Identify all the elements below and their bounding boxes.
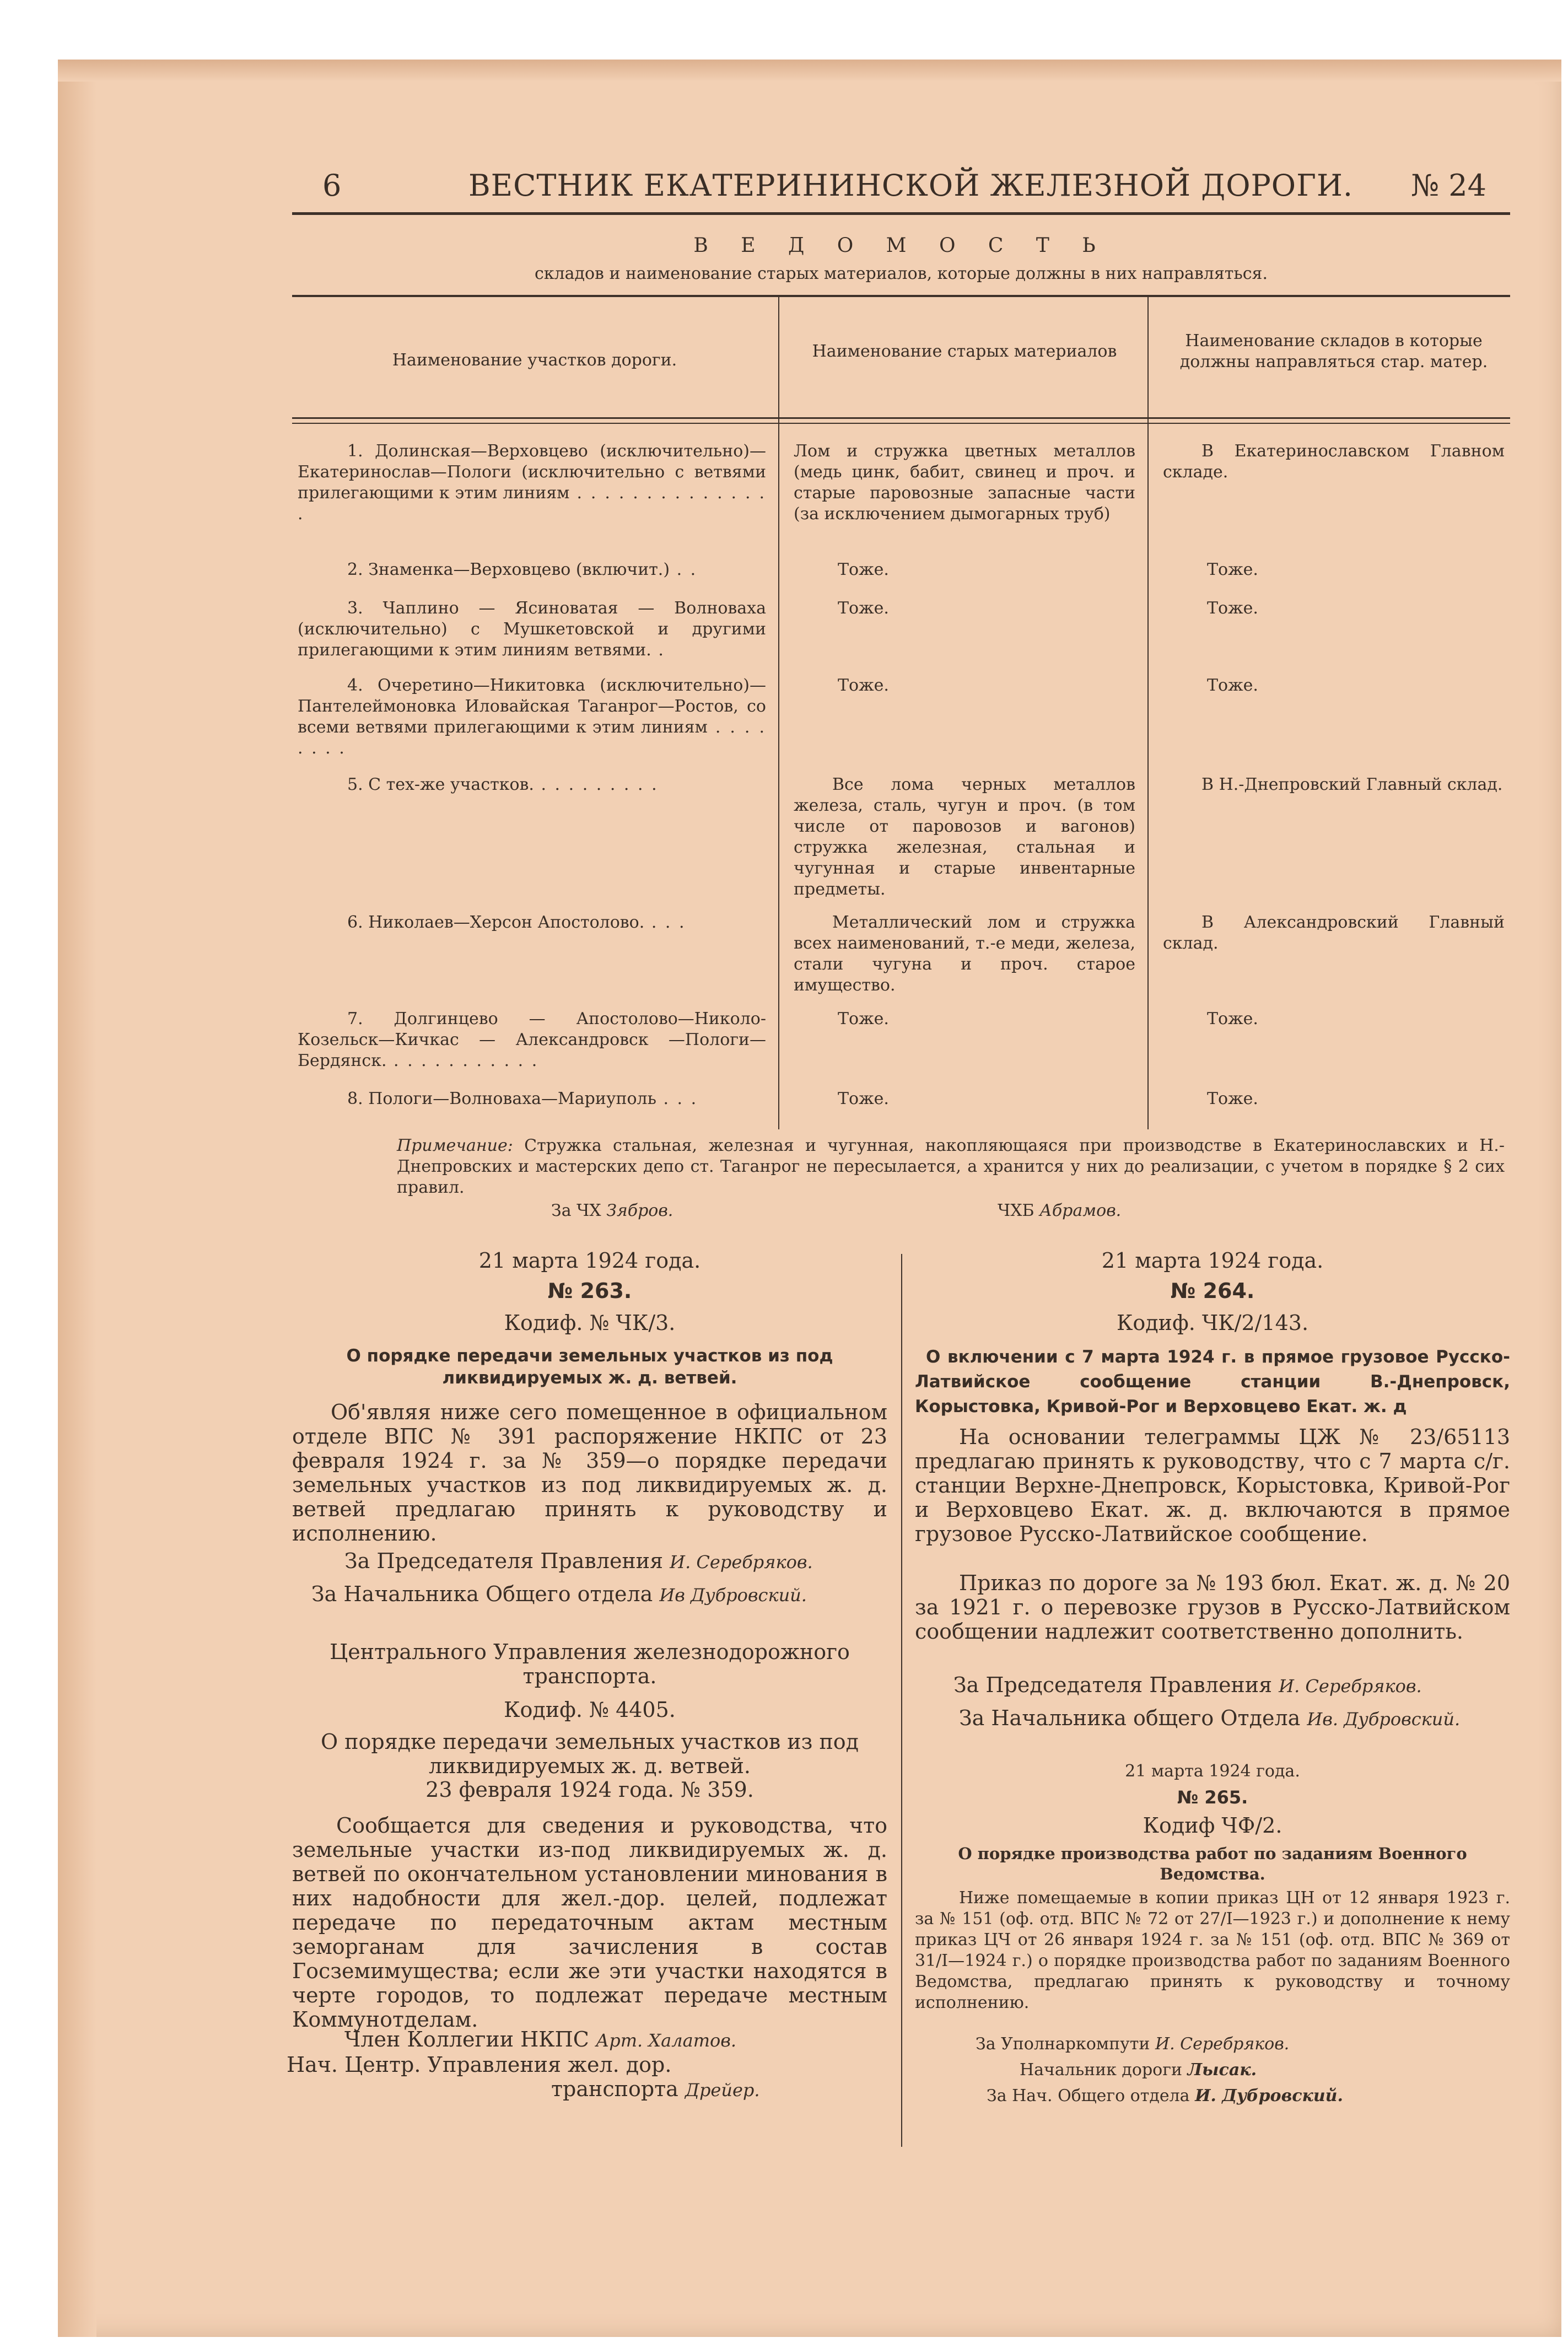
table-header-rule-1 (292, 417, 1510, 419)
table-row-5-material: Все лома черных металлов железа, сталь, чугун и проч. (в том числе от паровозов и вагонов) стружка железная, стальная и чугунная и старые инвентарные предметы. (794, 775, 1135, 899)
note-text: Стружка стальная, железная и чугунная, накопляющаяся при производстве в Екатеринославских и Н.-Днепровских и мастерских депо ст. Таганрог не пересылается, а хранится у них до реализации, с учетом в порядке § 2 сих правил. (397, 1136, 1505, 1197)
row-4-section-text: 4. Очеретино—Никитовка (исключительно)—Пантелеймоновка Иловайская Таганрог—Ростов, со всеми ветвями прилегающими к этим линиям (298, 676, 766, 737)
table-row-6-section: 6. Николаев—Херсон Апостолово. . . . (347, 913, 686, 932)
table-row-7-section: 7. Долгинцево — Апостолово—Николо-Козельск—Кичкас — Александровск —Пологи—Бердянск. . . . . . . . . . . . (298, 1009, 766, 1070)
tsu-sig1-name: Арт. Халатов. (595, 2030, 737, 2051)
column-divider (901, 1254, 902, 2147)
table-row-5-section: 5. С тех-же участков. . . . . . . . . . (347, 775, 659, 794)
order-264-text-1: На основании телеграммы ЦЖ № 23/65113 предлагаю принять к руководству, что с 7 марта с/г. станции Верхне-Днепровск, Корыстовка, Кривой-Рог и Верховцево Екат. ж. д. включаются в прямое грузовое Русско-Латвийское сообщение. (915, 1425, 1510, 1546)
vedomost-signature-right (998, 1200, 1121, 1221)
sign-left-name: Зябров. (606, 1201, 673, 1220)
order-265-sig3-name: И. Дубровский. (1195, 2086, 1343, 2105)
header-rule (292, 212, 1510, 215)
row-1-section-text: 1. Долинская—Верховцево (исключительно)—Екатеринослав—Пологи (исключительно с ветвями прилегающими к этим линиям (298, 441, 766, 503)
table-header-rule-2 (292, 423, 1510, 424)
order-264-text-2: Приказ по дороге за № 193 бюл. Екат. ж. д. № 20 за 1921 г. о перевозке грузов в Русско-Латвийском сообщении надлежит соответственно дополнить. (915, 1571, 1510, 1644)
table-row-2-material: Тоже. (838, 560, 889, 579)
order-265-sig3-label: За Нач. Общего отдела (987, 2086, 1190, 2105)
vedomost-subtitle: складов и наименование старых материалов, которые должны в них направляться. (535, 264, 1268, 283)
page-number: 6 (322, 168, 342, 203)
order-263-sig2-name: Ив Дубровский. (659, 1585, 807, 1606)
table-row-8-material: Тоже. (838, 1089, 889, 1108)
order-264-number: № 264. (1170, 1279, 1255, 1303)
tsu-subject: О порядке передачи земельных участков из под ликвидируемых ж. д. ветвей. (320, 1730, 859, 1778)
order-263-text: Об'являя ниже сего помещенное в официальном отделе ВПС № 391 распоряжение НКПС от 23 февраля 1924 г. за № 359—о порядке передачи земельных участков из под ликвидируемых ж. д. ветвей предлагаю принять к руководству и исполнению. (292, 1400, 887, 1545)
table-row-4-material: Тоже. (838, 676, 889, 695)
order-265-sig2-name: Лысак. (1187, 2060, 1257, 2080)
order-265-sig1-label: За Уполнаркомпути (976, 2034, 1150, 2054)
order-263-sig1-label: За Председателя Правления (344, 1549, 664, 1573)
table-row-4-section: 4. Очеретино—Никитовка (исключительно)—Пантелеймоновка Иловайская Таганрог—Ростов, со всеми ветвями прилегающими к этим линиям . . . . . . . . (298, 676, 766, 758)
table-row-4-warehouse: Тоже. (1207, 676, 1258, 695)
table-row-3-material: Тоже. (838, 599, 889, 618)
order-264-signature-1 (953, 1673, 1422, 1698)
sign-right-label: ЧХБ (998, 1201, 1034, 1220)
table-row-2-section: 2. Знаменка—Верховцево (включит.) . . (347, 560, 698, 579)
row-7-section-text: 7. Долгинцево — Апостолово—Николо-Козельск—Кичкас — Александровск —Пологи—Бердянск. (298, 1009, 766, 1070)
order-264-sig2-name: Ив. Дубровский. (1307, 1709, 1461, 1730)
order-263-signature-2 (311, 1582, 807, 1607)
order-263-number: № 263. (547, 1279, 632, 1303)
order-265-sig2-label: Начальник дороги (1020, 2060, 1182, 2080)
table-row-7-material: Тоже. (838, 1009, 889, 1028)
order-264-sig2-label: За Начальника общего Отдела (959, 1706, 1301, 1730)
table-row-5-warehouse: В Н.-Днепровский Главный склад. (1201, 775, 1503, 794)
tsu-heading: Центрального Управления железнодорожного транспорта. (330, 1640, 850, 1688)
row-2-section-text: 2. Знаменка—Верховцево (включит.) (347, 560, 670, 579)
order-263-sig2-label: За Начальника Общего отдела (311, 1582, 653, 1606)
order-265-signature-2 (1020, 2060, 1257, 2081)
sign-right-name: Абрамов. (1039, 1201, 1122, 1220)
order-263-signature-1 (344, 1549, 813, 1574)
table-row-1-material: Лом и стружка цветных металлов (медь цинк, бабит, свинец и проч. и старые паровозные запасные части (за исключением дымогарных труб) (794, 441, 1135, 524)
order-263-codif: Кодиф. № ЧК/3. (504, 1311, 676, 1335)
page-title: ВЕСТНИК ЕКАТЕРИНИНСКОЙ ЖЕЛЕЗНОЙ ДОРОГИ. (468, 168, 1354, 203)
tsu-text: Сообщается для сведения и руководства, что земельные участки из-под ликвидируемых ж. д. ветвей по окончательном установлении минования в них надобности для жел.-дор. целей, подлежат передаче по передаточным актам местным земорганам для зачисления в состав Госземимущества; если же эти участки находятся в черте городов, то подлежат передаче местным Коммунотделам. (292, 1813, 887, 2032)
tsu-signature-1 (344, 2027, 736, 2053)
table-divider-2 (1147, 297, 1149, 1129)
row-8-section-text: 8. Пологи—Волноваха—Мариуполь (347, 1089, 656, 1108)
order-264-date: 21 марта 1924 года. (1101, 1248, 1324, 1273)
table-note (397, 1135, 1505, 1198)
vedomost-signature-left (551, 1200, 673, 1221)
sign-left-label: За ЧХ (551, 1201, 601, 1220)
page-edge (58, 60, 96, 2337)
order-265-signature-1 (976, 2034, 1289, 2055)
order-265-number: № 265. (1177, 1787, 1248, 1808)
order-263-date: 21 марта 1924 года. (478, 1248, 701, 1273)
order-263-heading: О порядке передачи земельных участков из под ликвидируемых ж. д. ветвей. (346, 1346, 833, 1388)
order-264-signature-2 (959, 1706, 1460, 1731)
table-row-6-material: Металлический лом и стружка всех наименований, т.-е меди, железа, стали чугуна и проч. старое имущество. (794, 913, 1135, 995)
tsu-signature-2-line-1: Нач. Центр. Управления жел. дор. (287, 2053, 672, 2077)
order-265-signature-3 (987, 2086, 1343, 2107)
table-row-2-warehouse: Тоже. (1207, 560, 1258, 579)
table-row-8-warehouse: Тоже. (1207, 1089, 1258, 1108)
row-3-section-text: 3. Чаплино — Ясиноватая — Волноваха (исключительно) с Мушкетовской и другими прилегающими к этим линиям ветвями. (298, 599, 766, 660)
order-265-date: 21 марта 1924 года. (1125, 1762, 1300, 1781)
column-header-warehouses: Наименование складов в которые должны направляться стар. матер. (1179, 331, 1488, 371)
row-6-section-text: 6. Николаев—Херсон Апостолово. (347, 913, 645, 932)
column-header-materials: Наименование старых материалов (812, 342, 1117, 361)
tsu-date: 23 февраля 1924 года. № 359. (425, 1778, 754, 1802)
table-top-rule (292, 295, 1510, 297)
tsu-sig2-name: Дрейер. (685, 2080, 760, 2101)
note-label: Примечание: (397, 1136, 513, 1155)
order-264-sig1-label: За Председателя Правления (953, 1673, 1273, 1697)
issue-number: № 24 (1411, 168, 1486, 203)
tsu-codif: Кодиф. № 4405. (504, 1698, 676, 1722)
column-header-sections: Наименование участков дороги. (392, 351, 677, 370)
tsu-signature-2-line-2 (551, 2077, 760, 2102)
table-row-3-section: 3. Чаплино — Ясиноватая — Волноваха (исключительно) с Мушкетовской и другими прилегающими к этим линиям ветвями. . (298, 599, 766, 660)
order-264-heading: О включении с 7 марта 1924 г. в прямое грузовое Русско-Латвийское сообщение станции В.-Днепровск, Корыстовка, Кривой-Рог и Верховцево Екат. ж. д (915, 1347, 1510, 1417)
order-265-heading: О порядке производства работ по заданиям Военного Ведомства. (958, 1844, 1467, 1883)
page-top-edge (58, 60, 1561, 82)
vedomost-title: В Е Д О М О С Т Ь (693, 234, 1109, 257)
table-row-3-warehouse: Тоже. (1207, 599, 1258, 618)
table-row-1-section: 1. Долинская—Верховцево (исключительно)—Екатеринослав—Пологи (исключительно с ветвями прилегающими к этим линиям . . . . . . . . . . . . . . . (298, 441, 766, 524)
order-264-sig1-name: И. Серебряков. (1279, 1676, 1422, 1697)
order-265-sig1-name: И. Серебряков. (1155, 2034, 1290, 2054)
order-265-text: Ниже помещаемые в копии приказ ЦН от 12 января 1923 г. за № 151 (оф. отд. ВПС № 72 от 27/I—1923 г.) и дополнение к нему приказ ЦЧ от 26 января 1924 г. за № 151 (оф. отд. ВПС № 369 от 31/I—1924 г.) о порядке производства работ по заданиям Военного Ведомства, предлагаю принять к руководству и точному исполнению. (915, 1888, 1510, 2012)
table-row-7-warehouse: Тоже. (1207, 1009, 1258, 1028)
table-row-6-warehouse: В Александровский Главный склад. (1163, 913, 1505, 953)
order-265-codif: Кодиф ЧФ/2. (1143, 1813, 1283, 1838)
row-5-section-text: 5. С тех-же участков. (347, 775, 534, 794)
table-divider-1 (778, 297, 779, 1129)
order-264-codif: Кодиф. ЧК/2/143. (1116, 1311, 1309, 1335)
table-row-8-section: 8. Пологи—Волноваха—Мариуполь . . . (347, 1089, 698, 1108)
order-263-sig1-name: И. Серебряков. (670, 1552, 813, 1572)
tsu-sig2-line2: транспорта (551, 2077, 678, 2101)
table-row-1-warehouse: В Екатеринославском Главном складе. (1163, 441, 1505, 482)
tsu-sig1-label: Член Коллегии НКПС (344, 2027, 589, 2051)
